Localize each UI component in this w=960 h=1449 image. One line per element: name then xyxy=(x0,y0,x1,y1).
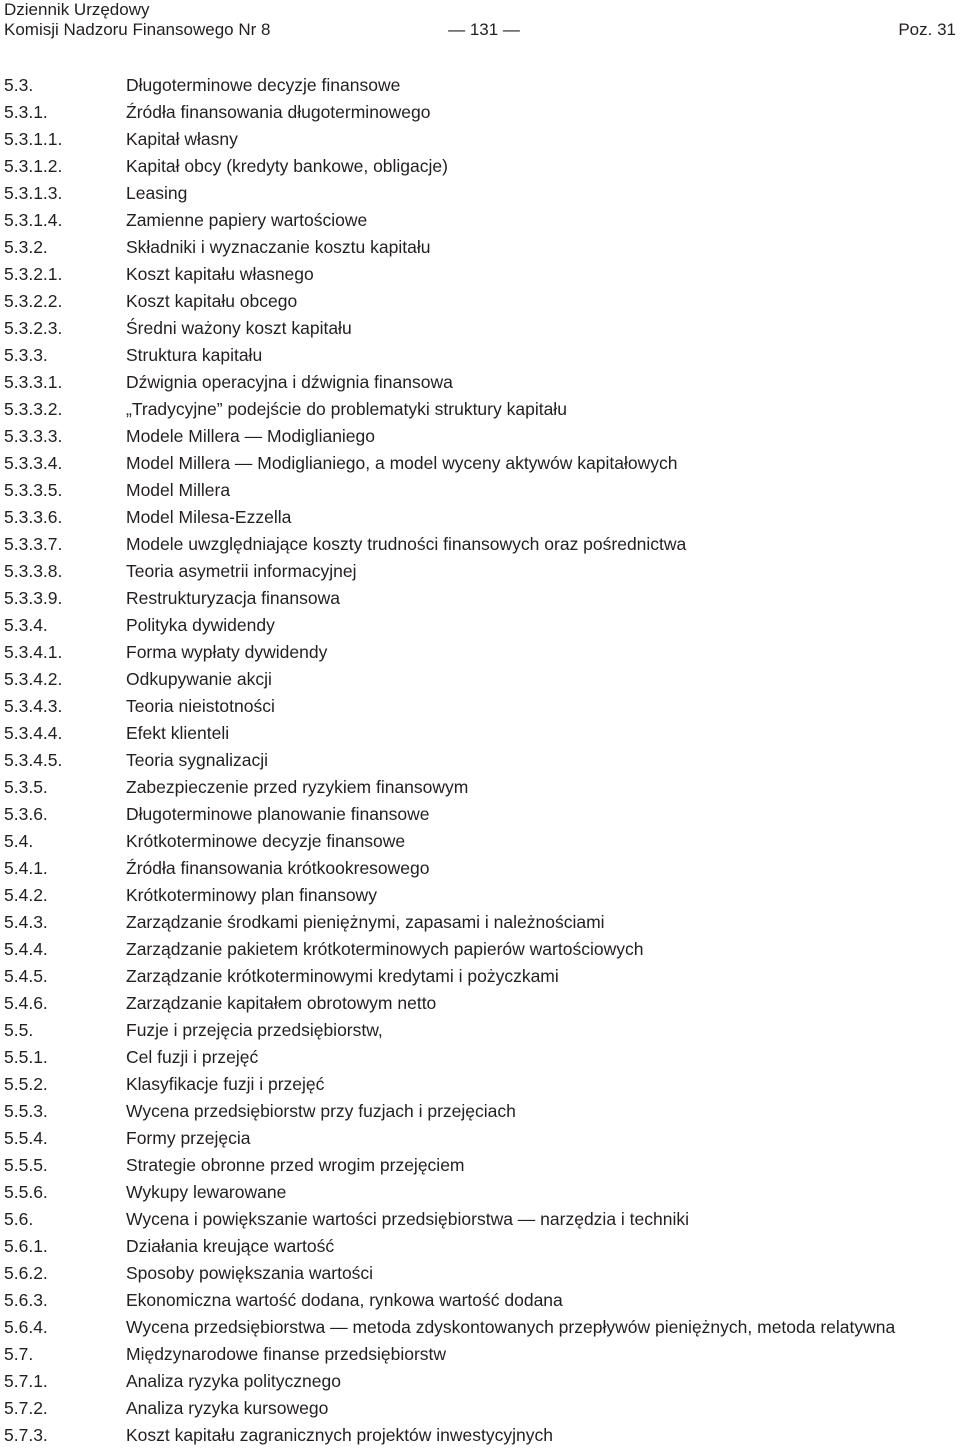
toc-item xyxy=(4,828,960,855)
toc-item xyxy=(4,450,960,477)
toc-item-number: 5.3.3.4. xyxy=(4,453,63,473)
toc-item xyxy=(4,720,960,747)
toc-item-number: 5.3.3.5. xyxy=(4,480,63,500)
toc-item-number: 5.6. xyxy=(4,1209,34,1229)
toc-item-title: Źródła finansowania krótkookresowego xyxy=(126,858,430,878)
toc-item xyxy=(4,531,960,558)
toc-item-title: Krótkoterminowy plan finansowy xyxy=(126,885,377,905)
toc-item xyxy=(4,693,960,720)
toc-item xyxy=(4,1341,960,1368)
toc-item-number: 5.3.3.7. xyxy=(4,534,63,554)
toc-item-title: Klasyfikacje fuzji i przejęć xyxy=(126,1074,325,1094)
toc-item-title: Efekt klienteli xyxy=(126,723,230,743)
toc-item-title: Model Millera xyxy=(126,480,231,500)
toc-item xyxy=(4,936,960,963)
toc-item-number: 5.3.3.9. xyxy=(4,588,63,608)
toc-item xyxy=(4,1260,960,1287)
toc-item xyxy=(4,207,960,234)
toc-item-number: 5.4.2. xyxy=(4,885,48,905)
toc-item-number: 5.4.3. xyxy=(4,912,48,932)
toc-item xyxy=(4,1152,960,1179)
toc-item xyxy=(4,477,960,504)
toc-item-title: Forma wypłaty dywidendy xyxy=(126,642,328,662)
toc-item-number: 5.7.3. xyxy=(4,1425,48,1445)
toc-item-title: Formy przejęcia xyxy=(126,1128,251,1148)
toc-item xyxy=(4,855,960,882)
toc-item-title: Zarządzanie środkami pieniężnymi, zapasami i należnościami xyxy=(126,912,605,932)
toc-item xyxy=(4,369,960,396)
toc-item-number: 5.3.2.2. xyxy=(4,291,63,311)
toc-item xyxy=(4,666,960,693)
toc-item-number: 5.6.2. xyxy=(4,1263,48,1283)
toc-item-title: Restrukturyzacja finansowa xyxy=(126,588,340,608)
toc-item-number: 5.6.3. xyxy=(4,1290,48,1310)
toc-item-number: 5.3.3.1. xyxy=(4,372,63,392)
toc-item-number: 5.3.3.2. xyxy=(4,399,63,419)
toc-item-title: Wykupy lewarowane xyxy=(126,1182,287,1202)
toc-item xyxy=(4,234,960,261)
toc-item-number: 5.3.3.8. xyxy=(4,561,63,581)
toc-item-title: Ekonomiczna wartość dodana, rynkowa wartość dodana xyxy=(126,1290,563,1310)
toc-item-title: Teoria sygnalizacji xyxy=(126,750,269,770)
toc-item-title: Długoterminowe planowanie finansowe xyxy=(126,804,430,824)
toc-item-number: 5.4.1. xyxy=(4,858,48,878)
toc-item-title: Modele uwzględniające koszty trudności finansowych oraz pośrednictwa xyxy=(126,534,687,554)
toc-item-number: 5.3.4.5. xyxy=(4,750,63,770)
toc-item-number: 5.3.1.2. xyxy=(4,156,63,176)
toc-item xyxy=(4,1233,960,1260)
toc-item-number: 5.3.1.1. xyxy=(4,129,63,149)
toc-item xyxy=(4,882,960,909)
toc-item-title: Wycena przedsiębiorstwa — metoda zdyskontowanych przepływów pieniężnych, metoda relatywna xyxy=(126,1317,896,1337)
toc-item-title: Leasing xyxy=(126,183,188,203)
toc-item-title: Krótkoterminowe decyzje finansowe xyxy=(126,831,406,851)
toc-item-number: 5.6.4. xyxy=(4,1317,48,1337)
toc-item-title: Źródła finansowania długoterminowego xyxy=(126,102,431,122)
toc-item xyxy=(4,72,960,99)
table-of-contents xyxy=(4,72,960,1449)
toc-item-number: 5.5.4. xyxy=(4,1128,48,1148)
toc-item-title: Zarządzanie kapitałem obrotowym netto xyxy=(126,993,437,1013)
toc-item-title: Kapitał własny xyxy=(126,129,238,149)
toc-item-title: Model Milesa-Ezzella xyxy=(126,507,292,527)
publication-subtitle: Komisji Nadzoru Finansowego Nr 8 xyxy=(4,20,271,39)
toc-item-title: Zamienne papiery wartościowe xyxy=(126,210,368,230)
toc-item-title: Strategie obronne przed wrogim przejęciem xyxy=(126,1155,465,1175)
toc-item-number: 5.4.6. xyxy=(4,993,48,1013)
toc-item xyxy=(4,153,960,180)
toc-item-title: Cel fuzji i przejęć xyxy=(126,1047,259,1067)
toc-item xyxy=(4,288,960,315)
toc-item-title: Odkupywanie akcji xyxy=(126,669,272,689)
toc-item-number: 5.5.5. xyxy=(4,1155,48,1175)
toc-item xyxy=(4,1206,960,1233)
toc-item xyxy=(4,1368,960,1395)
position-label: Poz. 31 xyxy=(898,20,956,39)
toc-item-title: Koszt kapitału zagranicznych projektów inwestycyjnych xyxy=(126,1425,553,1445)
toc-item xyxy=(4,504,960,531)
toc-item xyxy=(4,585,960,612)
toc-item-title: Koszt kapitału obcego xyxy=(126,291,298,311)
toc-item-number: 5.3.3.6. xyxy=(4,507,63,527)
toc-item-title: Wycena i powiększanie wartości przedsiębiorstwa — narzędzia i techniki xyxy=(126,1209,689,1229)
toc-item-title: Fuzje i przejęcia przedsiębiorstw, xyxy=(126,1020,383,1040)
toc-item-title: Zabezpieczenie przed ryzykiem finansowym xyxy=(126,777,469,797)
toc-item xyxy=(4,774,960,801)
toc-item-number: 5.5. xyxy=(4,1020,34,1040)
toc-item-number: 5.4. xyxy=(4,831,34,851)
toc-item-title: Model Millera — Modiglianiego, a model wyceny aktywów kapitałowych xyxy=(126,453,678,473)
toc-item-title: Dźwignia operacyjna i dźwignia finansowa xyxy=(126,372,453,392)
toc-item-number: 5.3.4.2. xyxy=(4,669,63,689)
toc-item-number: 5.7.2. xyxy=(4,1398,48,1418)
toc-item xyxy=(4,180,960,207)
toc-item xyxy=(4,1179,960,1206)
toc-item xyxy=(4,963,960,990)
toc-item xyxy=(4,558,960,585)
toc-item xyxy=(4,639,960,666)
toc-item xyxy=(4,396,960,423)
toc-item-title: Polityka dywidendy xyxy=(126,615,275,635)
toc-item xyxy=(4,342,960,369)
toc-item-number: 5.3.4.1. xyxy=(4,642,63,662)
toc-item-title: Analiza ryzyka politycznego xyxy=(126,1371,341,1391)
toc-item-number: 5.4.4. xyxy=(4,939,48,959)
toc-item xyxy=(4,1098,960,1125)
toc-item-title: Działania kreujące wartość xyxy=(126,1236,335,1256)
toc-item-number: 5.7.1. xyxy=(4,1371,48,1391)
toc-item-number: 5.3.1.4. xyxy=(4,210,63,230)
toc-item-number: 5.5.3. xyxy=(4,1101,48,1121)
toc-item-title: „Tradycyjne” podejście do problematyki struktury kapitału xyxy=(126,399,567,419)
toc-item-number: 5.3.5. xyxy=(4,777,48,797)
toc-item-title: Średni ważony koszt kapitału xyxy=(126,318,352,338)
toc-item-number: 5.5.1. xyxy=(4,1047,48,1067)
toc-item-title: Modele Millera — Modiglianiego xyxy=(126,426,376,446)
page-header xyxy=(4,0,956,44)
toc-item-number: 5.3.1. xyxy=(4,102,48,122)
toc-item-title: Zarządzanie pakietem krótkoterminowych papierów wartościowych xyxy=(126,939,644,959)
toc-item-number: 5.3.2.3. xyxy=(4,318,63,338)
toc-item xyxy=(4,315,960,342)
toc-item xyxy=(4,801,960,828)
toc-item xyxy=(4,1395,960,1422)
toc-item xyxy=(4,747,960,774)
toc-item-number: 5.3.4. xyxy=(4,615,48,635)
toc-item-number: 5.3.3.3. xyxy=(4,426,63,446)
toc-item-number: 5.5.2. xyxy=(4,1074,48,1094)
toc-item xyxy=(4,126,960,153)
toc-item-title: Analiza ryzyka kursowego xyxy=(126,1398,329,1418)
toc-item xyxy=(4,1422,960,1449)
toc-item-number: 5.5.6. xyxy=(4,1182,48,1202)
toc-item-number: 5.3.2. xyxy=(4,237,48,257)
toc-item xyxy=(4,1287,960,1314)
toc-item-title: Składniki i wyznaczanie kosztu kapitału xyxy=(126,237,431,257)
toc-item-title: Międzynarodowe finanse przedsiębiorstw xyxy=(126,1344,447,1364)
toc-item xyxy=(4,261,960,288)
publication-title: Dziennik Urzędowy xyxy=(4,0,150,19)
toc-item xyxy=(4,1125,960,1152)
toc-item-number: 5.3. xyxy=(4,75,34,95)
toc-item-title: Wycena przedsiębiorstw przy fuzjach i przejęciach xyxy=(126,1101,516,1121)
toc-item-title: Długoterminowe decyzje finansowe xyxy=(126,75,401,95)
toc-item-number: 5.4.5. xyxy=(4,966,48,986)
toc-item-number: 5.3.6. xyxy=(4,804,48,824)
toc-item-title: Struktura kapitału xyxy=(126,345,263,365)
toc-item xyxy=(4,990,960,1017)
toc-item-number: 5.3.4.4. xyxy=(4,723,63,743)
toc-item-title: Sposoby powiększania wartości xyxy=(126,1263,374,1283)
toc-item-title: Zarządzanie krótkoterminowymi kredytami i pożyczkami xyxy=(126,966,559,986)
toc-item-number: 5.7. xyxy=(4,1344,34,1364)
toc-item xyxy=(4,909,960,936)
toc-item-title: Kapitał obcy (kredyty bankowe, obligacje) xyxy=(126,156,448,176)
toc-item-number: 5.3.4.3. xyxy=(4,696,63,716)
page-number: — 131 — xyxy=(448,20,520,39)
toc-item xyxy=(4,1071,960,1098)
toc-item-number: 5.3.2.1. xyxy=(4,264,63,284)
toc-item-title: Teoria nieistotności xyxy=(126,696,275,716)
toc-item xyxy=(4,99,960,126)
toc-item-title: Teoria asymetrii informacyjnej xyxy=(126,561,357,581)
toc-item-number: 5.6.1. xyxy=(4,1236,48,1256)
toc-item xyxy=(4,612,960,639)
toc-item xyxy=(4,423,960,450)
toc-item xyxy=(4,1017,960,1044)
toc-item xyxy=(4,1044,960,1071)
toc-item-number: 5.3.1.3. xyxy=(4,183,63,203)
toc-item-number: 5.3.3. xyxy=(4,345,48,365)
toc-item-title: Koszt kapitału własnego xyxy=(126,264,314,284)
toc-item xyxy=(4,1314,960,1341)
